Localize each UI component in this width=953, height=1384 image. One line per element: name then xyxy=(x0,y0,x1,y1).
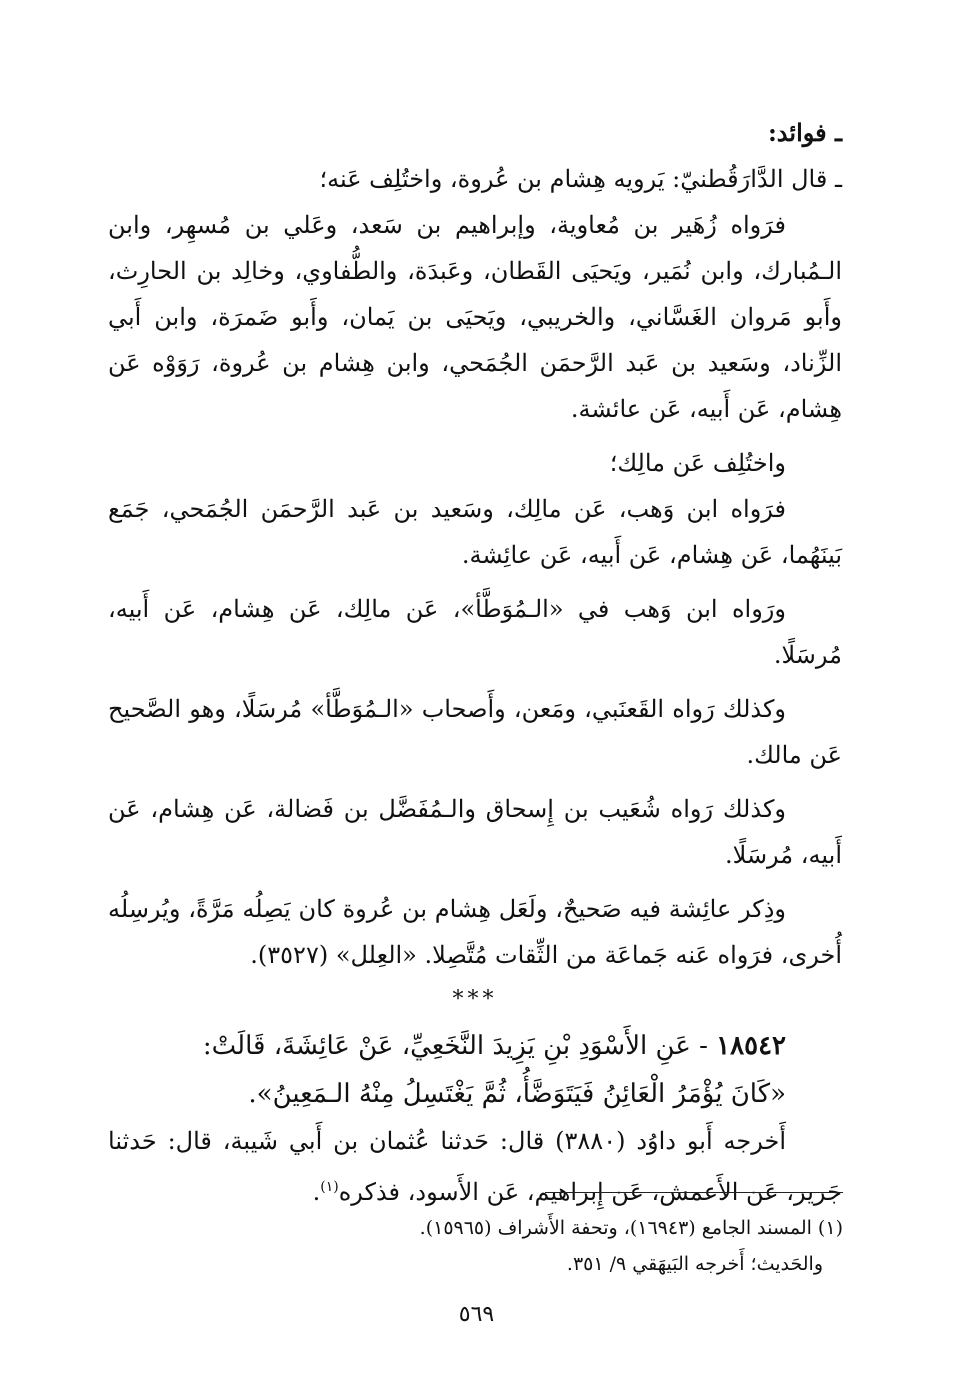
paragraph-ibn-wahb: فرَواه ابن وَهب، عَن مالِك، وسَعيد بن عَبد الرَّحمَن الجُمَحي، جَمَع بَينَهُما، عَن هِشام، عَن أَبيه، عَن عائِشة. xyxy=(108,495,842,569)
section-heading: ـ فوائد: xyxy=(767,118,842,147)
hadith-chain xyxy=(108,1022,842,1070)
hadith-text: «كَانَ يُؤْمَرُ الْعَائِنُ فَيَتَوَضَّأُ، ثُمَّ يَغْتَسِلُ مِنْهُ الـمَعِينُ». xyxy=(248,1079,786,1109)
footnote-1-continuation: والحَديث؛ أَخرجه البَيهَقي ٩/ ٣٥١. xyxy=(566,1253,823,1275)
paragraph-malik-dispute: واختُلِف عَن مالِك؛ xyxy=(609,449,786,477)
takhrij-text: أَخرجه أَبو داوُد (٣٨٨٠) قال: حَدثنا عُثمان بن أَبي شَيبة، قال: حَدثنا جَرير، عَن الأَعمش، عَن إِبراهيم، عَن الأَسود، فذكره xyxy=(108,1127,842,1206)
footnote-divider xyxy=(545,1192,843,1193)
footnote-reference: (١) xyxy=(320,1179,339,1195)
paragraph-muwatta: ورَواه ابن وَهب في «الـمُوَطَّأ»، عَن مالِك، عَن هِشام، عَن أَبيه، مُرسَلًا. xyxy=(108,595,842,669)
main-text xyxy=(108,110,842,1215)
footnote-1: (١) المسند الجامع (١٦٩٤٣)، وتحفة الأَشراف (١٥٩٦٥). xyxy=(419,1217,843,1239)
takhrij-paragraph xyxy=(108,1118,842,1215)
takhrij-end: . xyxy=(312,1178,321,1206)
hadith-chain-text: عَنِ الأَسْوَدِ بْنِ يَزِيدَ النَّخَعِيِّ، عَنْ عَائِشَةَ، قَالَتْ: xyxy=(202,1031,691,1061)
paragraph-narrators: فرَواه زُهَير بن مُعاوية، وإبراهيم بن سَعد، وعَلي بن مُسهِر، وابن الـمُبارك، وابن نُمَير، ويَحيَى القَطان، وعَبدَة، والطُّفاوي، وخالِد بن الحارِث، وأَبو مَروان الغَسَّاني، والخريبي، ويَحيَى بن يَمان، وأَبو ضَمرَة، وابن أَبي الزِّناد، وسَعيد بن عَبد الرَّحمَن الجُمَحي، وابن هِشام بن عُروة، رَوَوْه عَن هِشام، عَن أَبيه، عَن عائشة. xyxy=(108,211,842,423)
paragraph-daraqutni: ـ قال الدَّارَقُطنيّ: يَرويه هِشام بن عُروة، واختُلِف عَنه؛ xyxy=(319,165,842,193)
footnotes xyxy=(300,1210,843,1282)
paragraph-qanabi: وكذلك رَواه القَعنَبي، ومَعن، وأَصحاب «الـمُوَطَّأ» مُرسَلًا، وهو الصَّحيح عَن مالك. xyxy=(108,695,842,769)
paragraph-shuayb: وكذلك رَواه شُعَيب بن إِسحاق والـمُفَضَّل بن فَضالة، عَن هِشام، عَن أَبيه، مُرسَلًا. xyxy=(108,795,842,869)
paragraph-conclusion: وذِكر عائِشة فيه صَحيحٌ، ولَعَل هِشام بن عُروة كان يَصِلُه مَرَّةً، ويُرسِلُه أُخرى، فرَواه عَنه جَماعَة من الثِّقات مُتَّصِلا. «العِلل» (٣٥٢٧). xyxy=(108,895,842,969)
hadith-dash: - xyxy=(699,1031,708,1061)
section-separator: *** xyxy=(452,987,498,1012)
hadith-number: ١٨٥٤٢ xyxy=(716,1031,786,1061)
page-number: ٥٦٩ xyxy=(458,1302,495,1327)
